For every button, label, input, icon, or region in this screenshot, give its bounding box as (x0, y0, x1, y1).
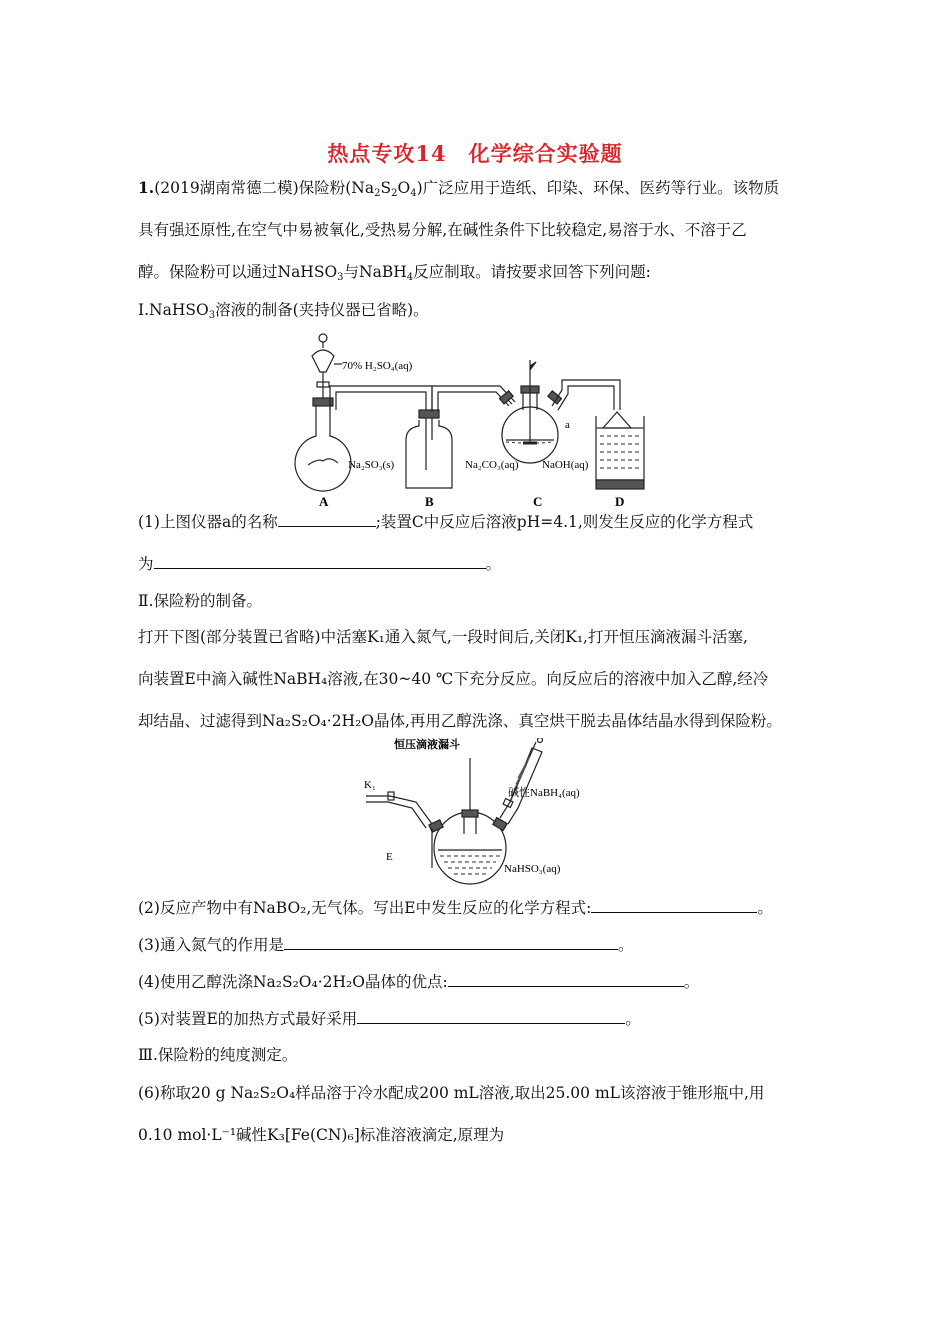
part3-heading: Ⅲ.保险粉的纯度测定。 (138, 1046, 298, 1064)
q1-question-line2: 为 。 (138, 555, 502, 573)
label-a: A (319, 494, 329, 509)
q1-intro-line3: 醇。保险粉可以通过NaHSO$_3$与NaBH$_4$反应制取。请按要求回答下列问题: (138, 263, 651, 283)
label-d: D (615, 494, 625, 509)
answer-blank[interactable] (284, 934, 618, 950)
q1-question-line1: (1)上图仪器a的名称 ;装置C中反应后溶液pH=4.1,则发生反应的化学方程式 (138, 513, 754, 531)
question-number: 1. (138, 178, 155, 197)
answer-blank[interactable] (448, 971, 684, 987)
k1-label: K₁ (364, 779, 376, 791)
part2-para-line2: 向装置E中滴入碱性NaBH₄溶液,在30~40 ℃下充分反应。向反应后的溶液中加入乙醇,经冷 (138, 670, 769, 688)
q6-line2: 0.10 mol·L⁻¹碱性K₃[Fe(CN)₆]标准溶液滴定,原理为 (138, 1126, 505, 1144)
funnel-label: 恒压滴液漏斗 (394, 739, 460, 751)
q5-line: (5)对装置E的加热方式最好采用 。 (138, 1010, 641, 1028)
answer-blank[interactable] (591, 897, 757, 913)
flask-a-label: Na₂SO₃(s) (348, 459, 395, 471)
q2-line: (2)反应产物中有NaBO₂,无气体。写出E中发生反应的化学方程式: 。 (138, 899, 773, 917)
part1-heading: Ⅰ.NaHSO$_3$溶液的制备(夹持仪器已省略)。 (138, 301, 429, 321)
answer-blank[interactable] (278, 511, 376, 527)
page-title: 热点专攻14 化学综合实验题 (327, 141, 623, 166)
label-c: C (533, 494, 543, 509)
label-b: B (425, 494, 434, 509)
q6-line1: (6)称取20 g Na₂S₂O₄样品溶于冷水配成200 mL溶液,取出25.00 mL该溶液于锥形瓶中,用 (138, 1084, 765, 1102)
apparatus-figure-2 (360, 738, 610, 888)
part2-heading: Ⅱ.保险粉的制备。 (138, 592, 262, 610)
acid-label: 70% H₂SO₄(aq) (342, 360, 413, 372)
c-left-label: Na₂CO₃(aq) (465, 459, 519, 471)
q1-intro-line1: 1.(2019湖南常德二模)保险粉$(Na_2S_2O_4)$广泛应用于造纸、印染、环保、医药等行业。该物质 (138, 178, 780, 199)
part2-para-line1: 打开下图(部分装置已省略)中活塞K₁通入氮气,一段时间后,关闭K₁,打开恒压滴液漏斗活塞, (138, 628, 748, 646)
answer-blank[interactable] (357, 1008, 625, 1024)
e-label: E (386, 851, 393, 863)
nabh4-label: 碱性NaBH₄(aq) (508, 787, 580, 799)
part2-para-line3: 却结晶、过滤得到Na₂S₂O₄·2H₂O晶体,再用乙醇洗涤、真空烘干脱去晶体结晶水得到保险粉。 (138, 712, 782, 730)
q1-intro-line2: 具有强还原性,在空气中易被氧化,受热易分解,在碱性条件下比较稳定,易溶于水、不溶于乙 (138, 221, 747, 239)
instrument-a-label: a (565, 419, 570, 431)
nahso3-label: NaHSO₃(aq) (504, 863, 561, 875)
answer-blank[interactable] (154, 553, 486, 569)
q3-line: (3)通入氮气的作用是 。 (138, 936, 634, 954)
apparatus-figure-1 (290, 330, 670, 512)
q4-line: (4)使用乙醇洗涤Na₂S₂O₄·2H₂O晶体的优点: 。 (138, 973, 700, 991)
c-right-label: NaOH(aq) (542, 459, 589, 471)
